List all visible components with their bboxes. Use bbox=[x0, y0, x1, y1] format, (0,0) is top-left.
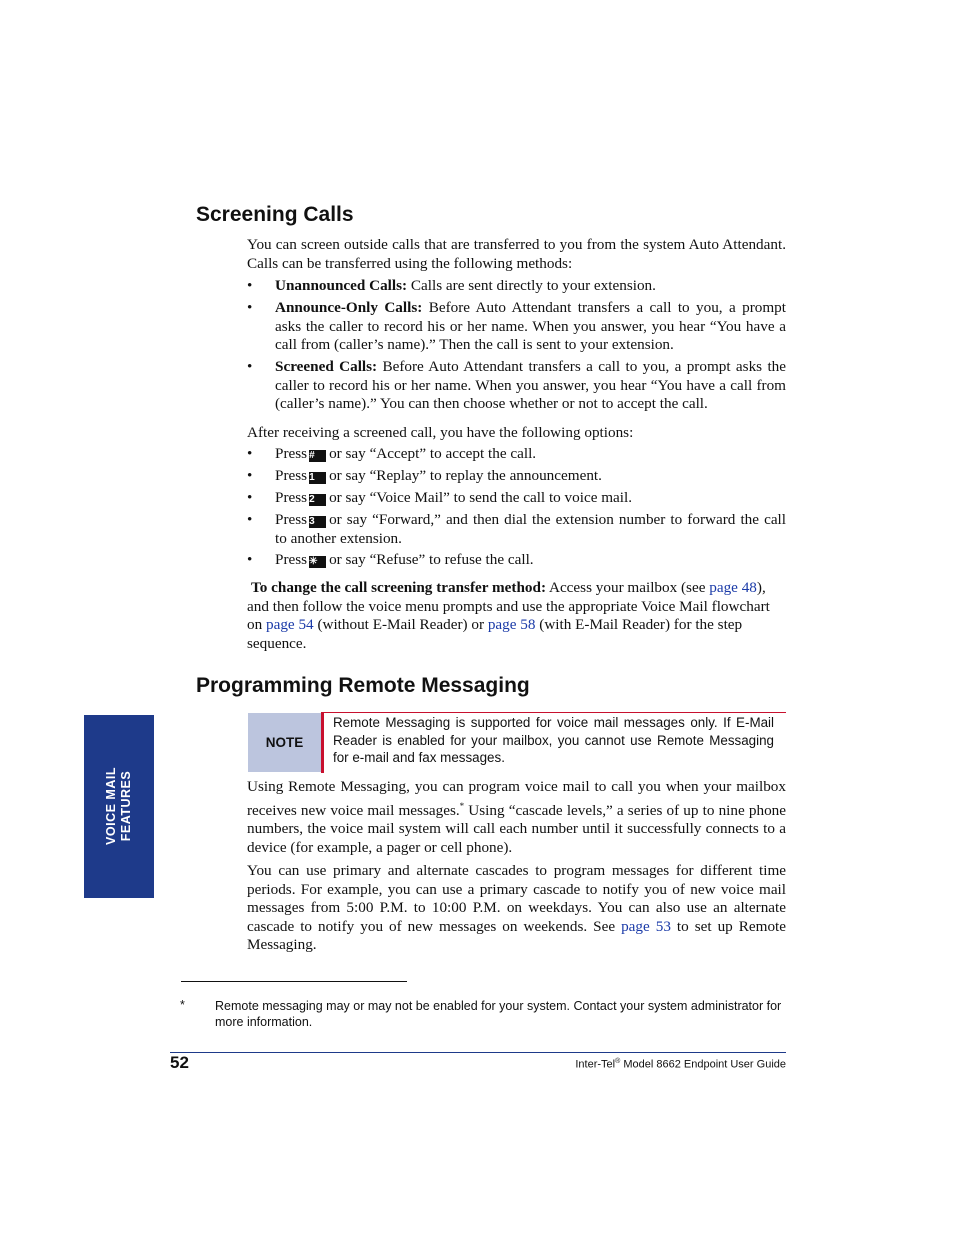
bullet: • bbox=[247, 299, 253, 316]
bullet: • bbox=[247, 358, 253, 375]
options-intro: After receiving a screened call, you have the following options: bbox=[247, 424, 634, 441]
note-label: NOTE bbox=[248, 713, 321, 772]
footer-title: Inter-Tel® Model 8662 Endpoint User Guide bbox=[575, 1058, 786, 1071]
side-tab bbox=[84, 715, 154, 898]
bullet: • bbox=[247, 445, 253, 462]
footer-rule bbox=[170, 1052, 786, 1053]
footnote-mark: * bbox=[180, 998, 185, 1012]
bullet: • bbox=[247, 489, 253, 506]
option-item: Press # or say “Accept” to accept the call. bbox=[275, 445, 537, 462]
option-item: Press 2 or say “Voice Mail” to send the call to voice mail. bbox=[275, 489, 633, 506]
page-number: 52 bbox=[170, 1053, 189, 1072]
side-tab-label: VOICE MAIL FEATURES bbox=[104, 767, 133, 845]
key-3-icon: 3 bbox=[309, 516, 326, 528]
footnote-text: Remote messaging may or may not be enabled for your system. Contact your system administrator for more information. bbox=[215, 999, 782, 1029]
key-1-icon: 1 bbox=[309, 472, 326, 484]
bullet: • bbox=[247, 551, 253, 568]
bullet: • bbox=[247, 467, 253, 484]
bullet: • bbox=[247, 277, 253, 294]
section-heading-screening-calls: Screening Calls bbox=[196, 203, 354, 226]
screening-intro: You can screen outside calls that are transferred to you from the system Auto Attendant. Calls can be transferred using the following methods: bbox=[247, 236, 786, 272]
page-54-link[interactable]: page 54 bbox=[265, 616, 314, 634]
section-heading-remote-messaging: Programming Remote Messaging bbox=[196, 674, 530, 697]
page-53-link[interactable]: page 53 bbox=[621, 917, 671, 935]
remote-paragraph-1: Using Remote Messaging, you can program voice mail to call you when your mailbox receives new voice mail messages.* Using “cascade levels,” a series of up to nine phone numbers, the voice mail system will call each number until it successfully connects to a device (for example, a pager or cell phone). bbox=[247, 778, 786, 856]
note-divider bbox=[321, 713, 324, 773]
list-item-unannounced: Unannounced Calls: Calls are sent directly to your extension. bbox=[275, 277, 656, 294]
bullet: • bbox=[247, 511, 253, 528]
note-top-rule bbox=[321, 712, 786, 713]
star-key-icon: ✳ bbox=[309, 556, 326, 568]
footnote-rule bbox=[181, 981, 407, 982]
option-item: Press ✳ or say “Refuse” to refuse the call. bbox=[275, 551, 534, 568]
remote-paragraph-2: You can use primary and alternate cascades to program messages for different time periods. For example, you can use a primary cascade to notify you of new voice mail messages from 5:00 P.M. to 10:00 P.M. on weekdays. You can also use an alternate cascade to notify you of new messages on weekends. See page 53 to set up Remote Messaging. bbox=[247, 862, 786, 954]
pound-key-icon: # bbox=[309, 450, 326, 462]
change-method-paragraph: To change the call screening transfer method: Access your mailbox (see page 48), and then follow the voice menu prompts and use the appropriate Voice Mail flowchart on page 54 (without E-Mail Reader) or page 58 (with E-Mail Reader) for the step sequence. bbox=[247, 579, 770, 652]
footnote-marker: * bbox=[459, 800, 465, 811]
list-item-announce-only: Announce-Only Calls: Before Auto Attendant transfers a call to you, a prompt asks the caller to record his or her name. When you answer, you hear “You have a call from (caller’s name).” Then the call is sent to your extension. bbox=[275, 299, 786, 354]
note-text: Remote Messaging is supported for voice mail messages only. If E-Mail Reader is enabled for your mailbox, you cannot use Remote Messaging for e-mail and fax messages. bbox=[333, 715, 774, 766]
option-item: Press 1 or say “Replay” to replay the announcement. bbox=[275, 467, 602, 484]
page-58-link[interactable]: page 58 bbox=[487, 616, 536, 634]
list-item-screened: Screened Calls: Before Auto Attendant transfers a call to you, a prompt asks the caller to record his or her name. When you answer, you hear “You have a call from (caller’s name).” You can then choose whether or not to accept the call. bbox=[275, 358, 786, 413]
key-2-icon: 2 bbox=[309, 494, 326, 506]
option-item: Press 3 or say “Forward,” and then dial the extension number to forward the call to another extension. bbox=[275, 511, 786, 547]
page-48-link[interactable]: page 48 bbox=[709, 579, 757, 596]
